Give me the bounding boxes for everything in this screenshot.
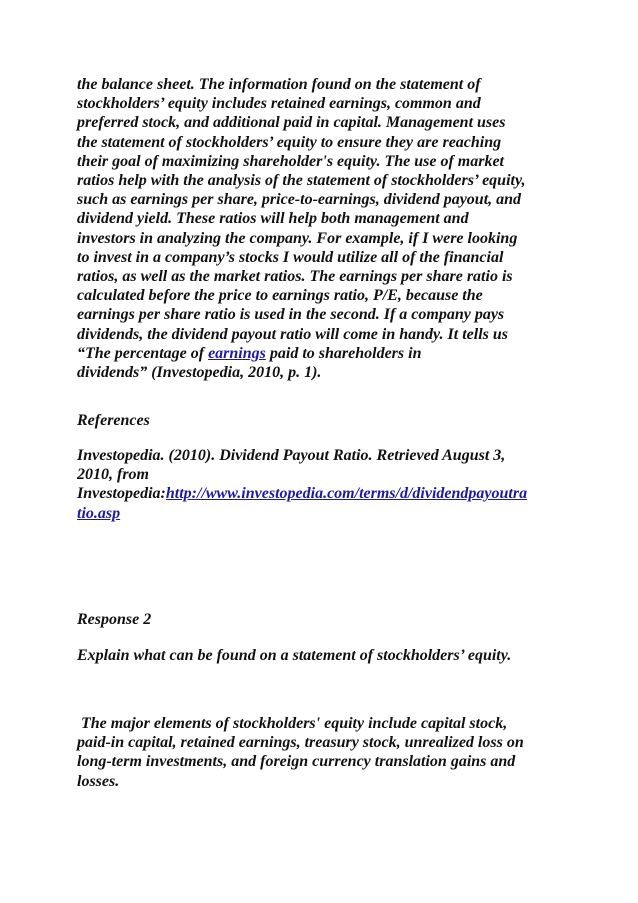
- quote-line: [77, 344, 577, 363]
- reference-url-continuation: [77, 504, 577, 523]
- reference-url-link-continued[interactable]: tio.asp: [77, 504, 121, 522]
- paragraph-line: to invest in a company’s stocks I would utilize all of the financial: [77, 248, 504, 266]
- answer-paragraph: [77, 714, 577, 791]
- paragraph-line: investors in analyzing the company. For example, if I were looking: [77, 229, 518, 247]
- response-heading-block: [77, 610, 577, 629]
- reference-source-line: [77, 484, 577, 503]
- paragraph-line: preferred stock, and additional paid in capital. Management uses: [77, 114, 506, 132]
- answer-line: losses.: [77, 772, 120, 790]
- paragraph-line: their goal of maximizing shareholder's equity. The use of market: [77, 152, 504, 170]
- quote-prefix: “The percentage of: [77, 344, 209, 362]
- reference-entry: [77, 446, 577, 523]
- reference-source-prefix: Investopedia:: [77, 485, 166, 503]
- paragraph-line: ratios, as well as the market ratios. The earnings per share ratio is: [77, 268, 513, 286]
- paragraph-line: earnings per share ratio is used in the second. If a company pays: [77, 306, 505, 324]
- paragraph-line: calculated before the price to earnings ratio, P/E, because the: [77, 287, 483, 305]
- paragraph-line: dividends” (Investopedia, 2010, p. 1).: [77, 364, 322, 382]
- references-heading: References: [77, 412, 150, 429]
- paragraph-line: dividends, the dividend payout ratio will come in handy. It tells us: [77, 325, 508, 343]
- paragraph-line: such as earnings per share, price-to-earnings, dividend payout, and: [77, 191, 522, 209]
- question-text: Explain what can be found on a statement of stockholders’ equity.: [77, 647, 512, 664]
- answer-line: long-term investments, and foreign currency translation gains and: [77, 753, 516, 771]
- answer-line: The major elements of stockholders' equity include capital stock,: [77, 715, 508, 732]
- paragraph-line: the balance sheet. The information found on the statement of: [77, 76, 481, 93]
- earnings-link[interactable]: earnings: [208, 344, 266, 362]
- body-paragraph: [77, 75, 577, 382]
- paragraph-line: the statement of stockholders’ equity to ensure they are reaching: [77, 133, 502, 151]
- answer-line: paid-in capital, retained earnings, treasury stock, unrealized loss on: [77, 734, 524, 752]
- paragraph-line: dividend yield. These ratios will help both management and: [77, 210, 469, 228]
- response-heading: Response 2: [77, 611, 152, 628]
- question-block: [77, 646, 577, 665]
- quote-suffix: paid to shareholders in: [265, 344, 422, 362]
- references-heading-block: [77, 411, 577, 430]
- reference-line: 2010, from: [77, 466, 149, 484]
- paragraph-line: stockholders’ equity includes retained earnings, common and: [77, 95, 481, 113]
- reference-line: Investopedia. (2010). Dividend Payout Ratio. Retrieved August 3,: [77, 447, 506, 464]
- paragraph-line: ratios help with the analysis of the statement of stockholders’ equity,: [77, 172, 526, 190]
- reference-url-link[interactable]: http://www.investopedia.com/terms/d/dividendpayoutra: [165, 485, 528, 503]
